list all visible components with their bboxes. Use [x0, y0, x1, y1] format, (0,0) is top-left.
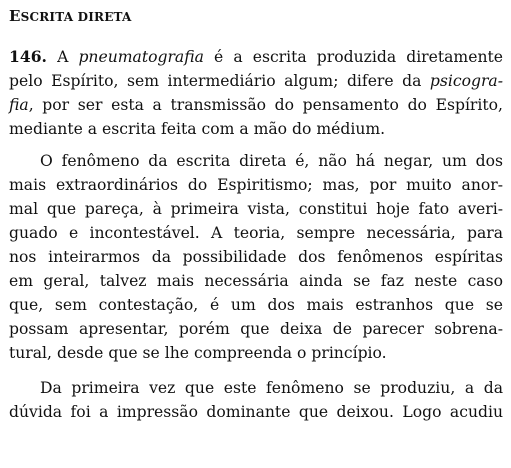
paragraph-2-line-9: tural, desde que se lhe compreenda o princípio.: [9, 344, 387, 362]
section-heading: [9, 7, 132, 25]
paragraph-3-line-2: dúvida foi a impressão dominante que deixou. Logo acudiu: [9, 403, 503, 421]
heading-small-caps: SCRITA DIRETA: [20, 10, 132, 24]
italic-term: psicogra-: [429, 72, 503, 90]
italic-term: fia: [9, 96, 29, 114]
paragraph-3-line-1: Da primeira vez que este fenômeno se produziu, a da: [40, 379, 503, 397]
paragraph-number: 146.: [9, 47, 47, 66]
paragraph-2-line-6: em geral, talvez mais necessária ainda se faz neste caso: [9, 272, 503, 290]
italic-term: pneumatografia: [78, 48, 204, 66]
paragraph-2-line-2: mais extraordinários do Espiritismo; mas, por muito anor-: [9, 176, 503, 194]
paragraph-1-line-2: pelo Espírito, sem intermediário algum; difere da psicogra-: [9, 72, 503, 90]
paragraph-2-line-3: mal que pareça, à primeira vista, constitui hoje fato averi-: [9, 200, 503, 218]
paragraph-2-line-5: nos inteirarmos da possibilidade dos fenômenos espíritas: [9, 248, 503, 266]
paragraph-2-line-7: que, sem contestação, é um dos mais estranhos que se: [9, 296, 503, 314]
heading-initial: E: [9, 7, 21, 25]
paragraph-2-line-4: guado e incontestável. A teoria, sempre necessária, para: [9, 224, 503, 242]
paragraph-1-line-4: mediante a escrita feita com a mão do médium.: [9, 120, 386, 138]
paragraph-1-line-3: fia, por ser esta a transmissão do pensamento do Espírito,: [9, 96, 503, 114]
paragraph-2-line-1: O fenômeno da escrita direta é, não há negar, um dos: [40, 152, 503, 170]
paragraph-2-line-8: possam apresentar, porém que deixa de parecer sobrena-: [9, 320, 503, 338]
paragraph-1-line-1: 146. A pneumatografia é a escrita produzida diretamente: [9, 47, 503, 66]
